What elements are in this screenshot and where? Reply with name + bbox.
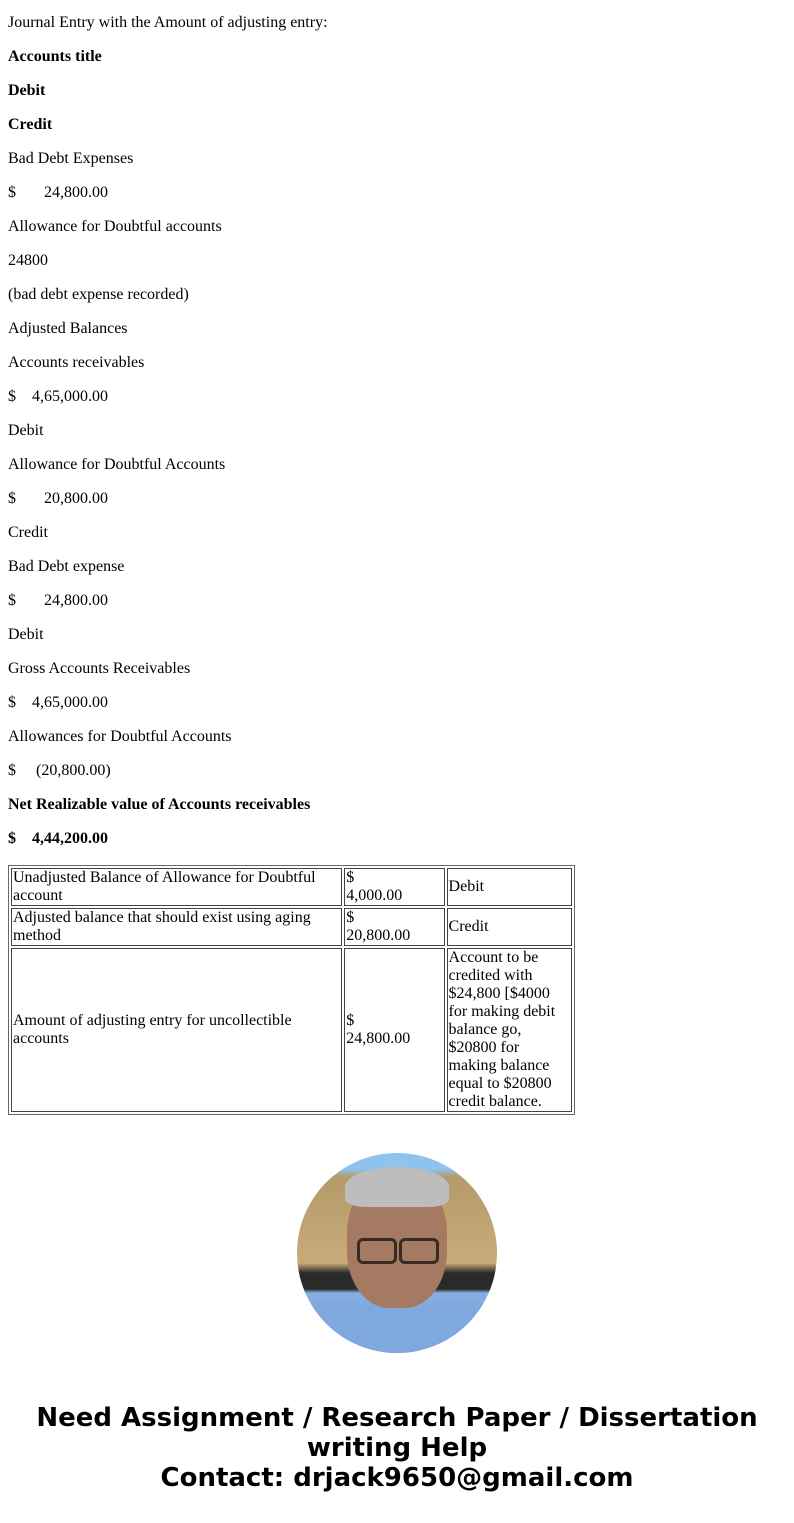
- promo-banner: [0, 1403, 794, 1493]
- promo-contact: Contact: drjack9650@gmail.com: [160, 1463, 634, 1493]
- promo-line-2: writing Help: [306, 1433, 488, 1463]
- adjusted-side: Credit: [8, 524, 48, 541]
- table-row: [11, 948, 572, 1112]
- row-label: Unadjusted Balance of Allowance for Doubtful account: [11, 868, 342, 906]
- adjusted-amount: $ 4,65,000.00: [8, 388, 108, 405]
- currency-symbol: $: [346, 869, 355, 886]
- row-note: Account to be credited with $24,800 [$4000 for making debit balance go, $20800 for making balance equal to $20800 credit balance.: [447, 948, 572, 1112]
- adjusted-side: Debit: [8, 422, 44, 439]
- credit-account: Allowance for Doubtful accounts: [8, 218, 222, 235]
- currency-symbol: $: [346, 909, 355, 926]
- allowance-label: Allowances for Doubtful Accounts: [8, 728, 232, 745]
- row-label: Amount of adjusting entry for uncollectible accounts: [11, 948, 342, 1112]
- glasses-icon: [357, 1238, 437, 1260]
- debit-amount: $ 24,800.00: [8, 184, 108, 201]
- adjusted-heading: Adjusted Balances: [8, 320, 128, 337]
- adjusted-side: Debit: [8, 626, 44, 643]
- allowance-amount: $ (20,800.00): [8, 762, 111, 779]
- table-row: [11, 868, 572, 906]
- adjusted-account: Accounts receivables: [8, 354, 145, 371]
- row-amount: [344, 908, 444, 946]
- nrv-amount: $ 4,44,200.00: [8, 830, 108, 847]
- row-label: Adjusted balance that should exist using aging method: [11, 908, 342, 946]
- adjusted-amount: $ 20,800.00: [8, 490, 108, 507]
- header-accounts-title: Accounts title: [8, 48, 102, 65]
- row-amount: [344, 948, 444, 1112]
- debit-account: Bad Debt Expenses: [8, 150, 134, 167]
- amount-value: 24,800.00: [346, 1030, 411, 1047]
- narration: (bad debt expense recorded): [8, 286, 189, 303]
- amount-value: 20,800.00: [346, 927, 411, 944]
- header-credit: Credit: [8, 116, 53, 133]
- avatar-hair: [345, 1167, 449, 1207]
- intro-text: Journal Entry with the Amount of adjusting entry:: [8, 14, 328, 31]
- avatar-shirt: [297, 1303, 497, 1353]
- promo-line-1: Need Assignment / Research Paper / Dissertation: [36, 1403, 758, 1433]
- amount-value: 4,000.00: [346, 887, 403, 904]
- header-debit: Debit: [8, 82, 46, 99]
- adjusted-account: Allowance for Doubtful Accounts: [8, 456, 226, 473]
- gross-ar-amount: $ 4,65,000.00: [8, 694, 108, 711]
- row-note: Debit: [447, 868, 572, 906]
- author-avatar: [297, 1153, 497, 1353]
- currency-symbol: $: [346, 1012, 355, 1029]
- credit-amount: 24800: [8, 252, 48, 269]
- gross-ar-label: Gross Accounts Receivables: [8, 660, 191, 677]
- row-note: Credit: [447, 908, 572, 946]
- adjusted-account: Bad Debt expense: [8, 558, 125, 575]
- adjusted-amount: $ 24,800.00: [8, 592, 108, 609]
- allowance-calculation-table: [8, 865, 575, 1115]
- table-row: [11, 908, 572, 946]
- nrv-label: Net Realizable value of Accounts receivables: [8, 796, 311, 813]
- row-amount: [344, 868, 444, 906]
